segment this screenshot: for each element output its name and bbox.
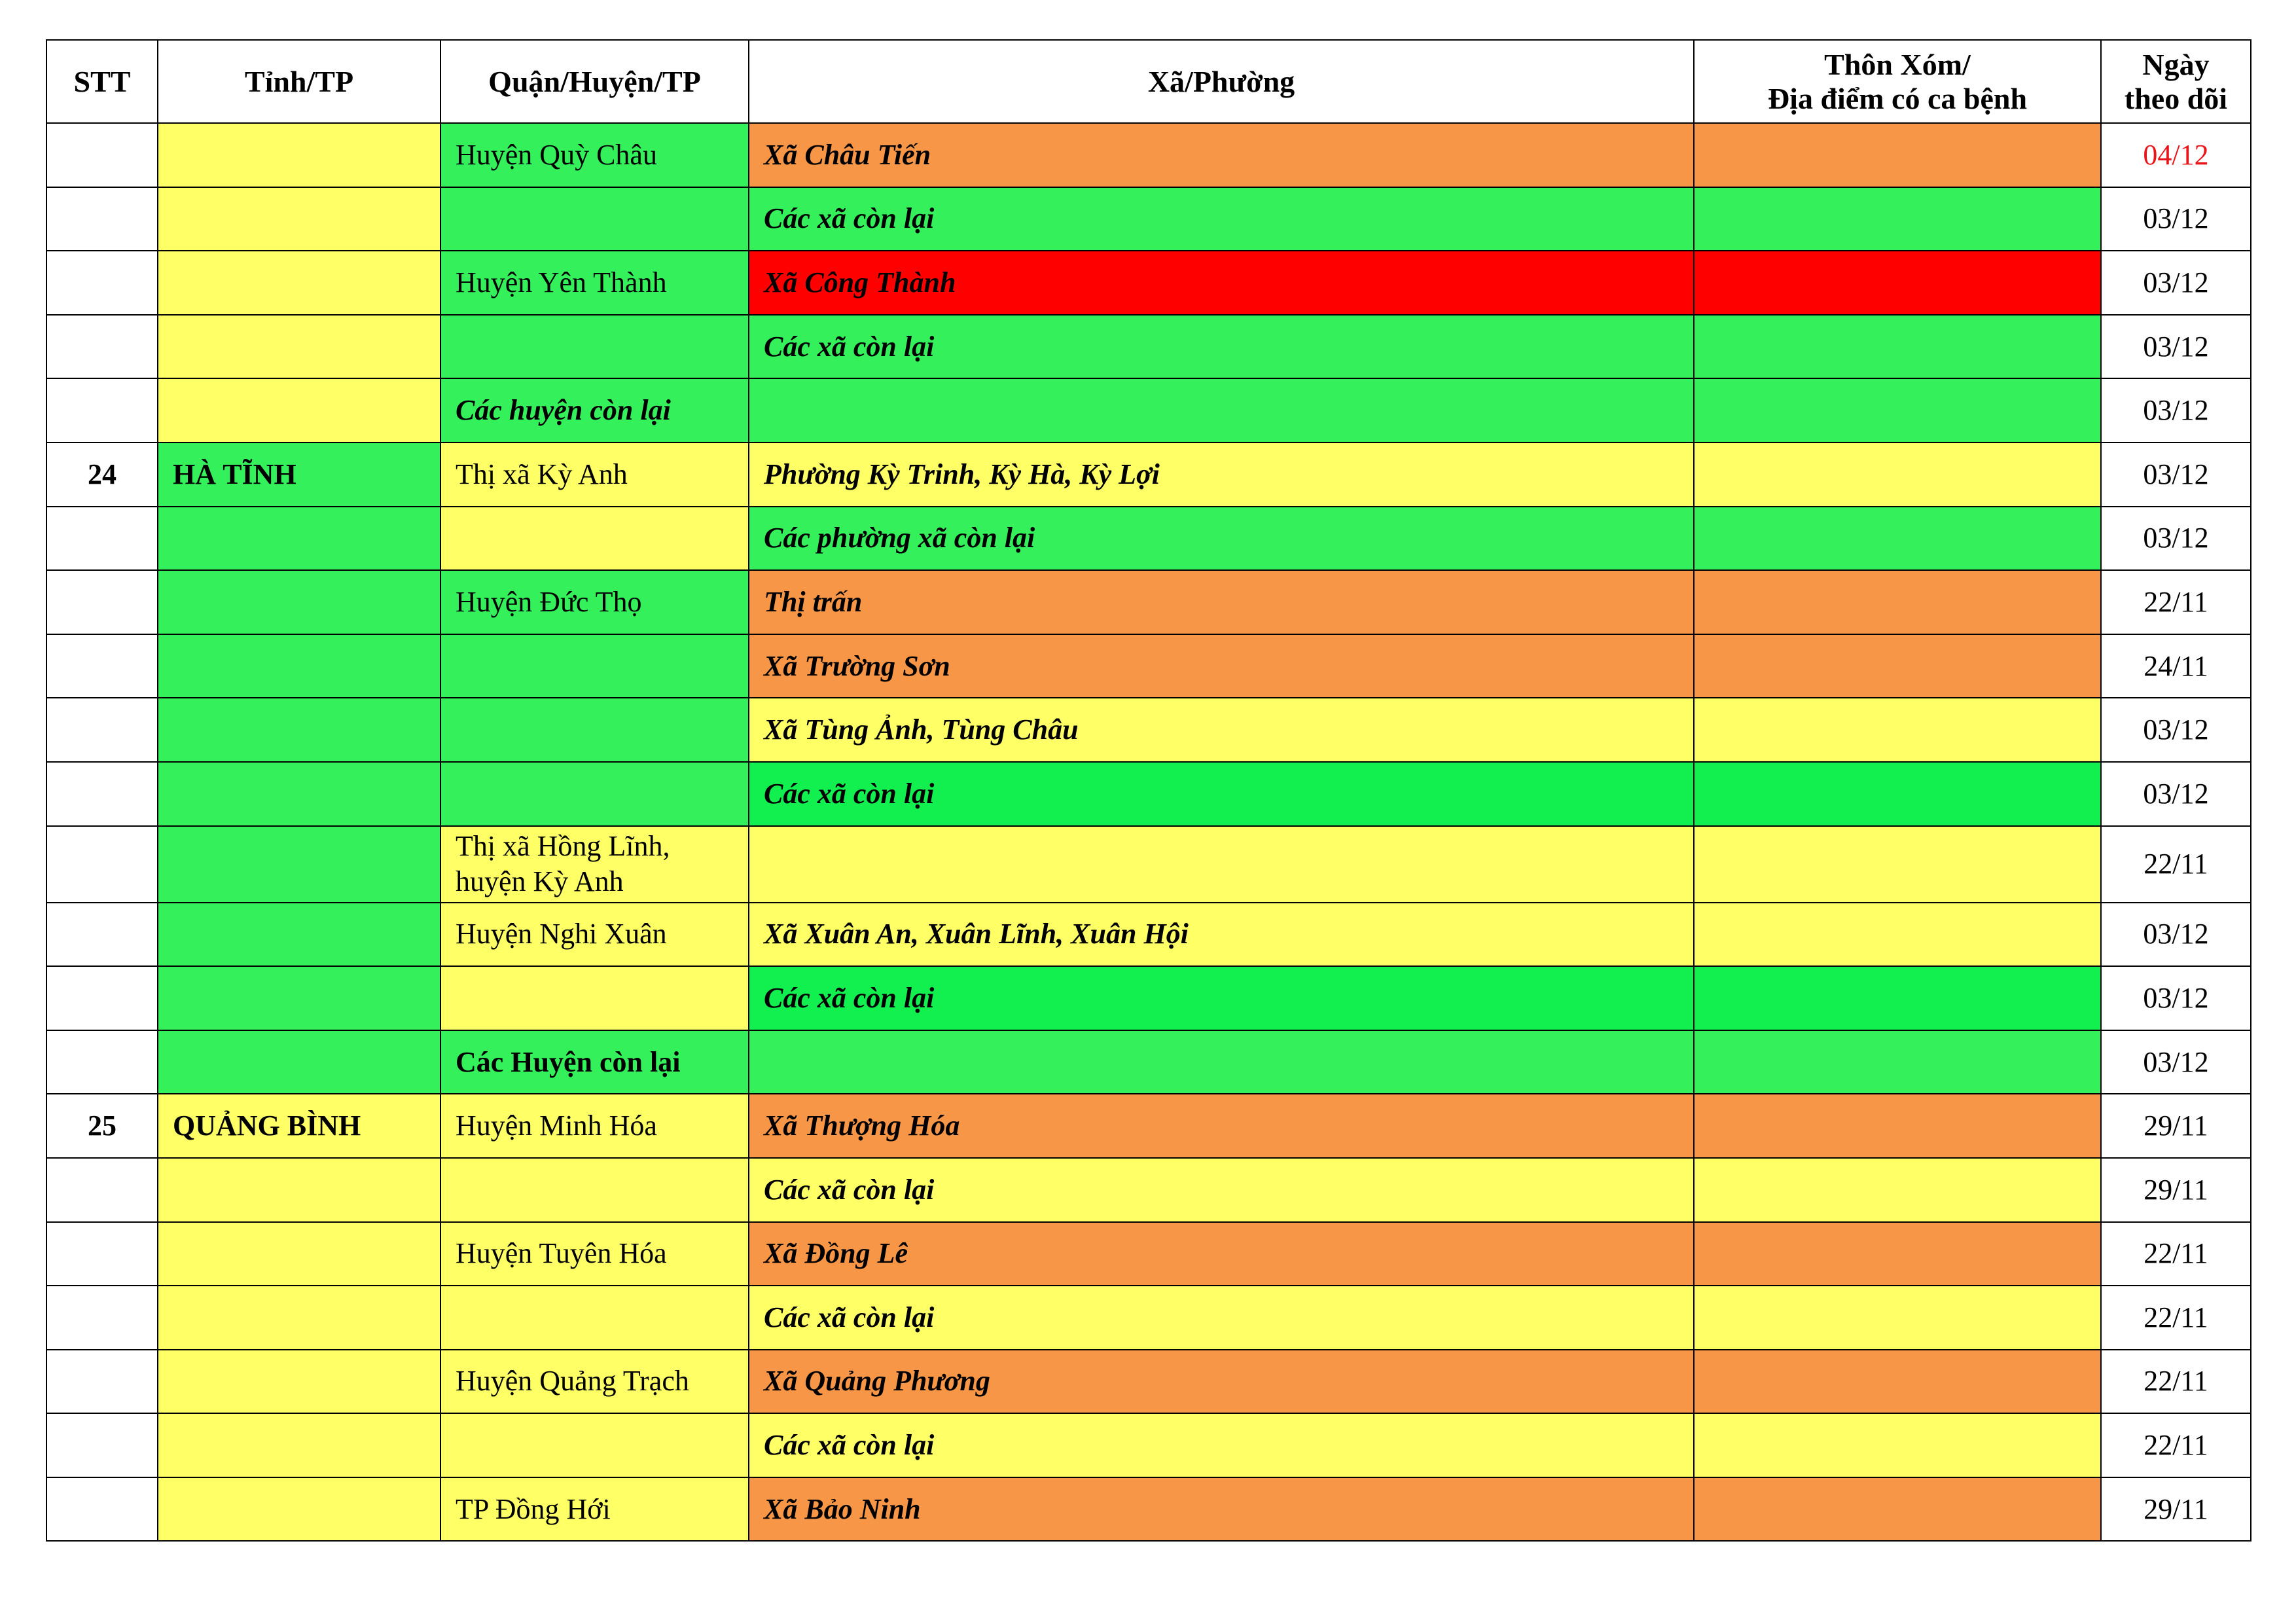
- table-row: [46, 1286, 2251, 1350]
- table-row: [46, 507, 2251, 571]
- date-cell: 24/11: [2101, 634, 2251, 698]
- hamlet-cell: [1694, 1286, 2101, 1350]
- header-province: Tỉnh/TP: [158, 40, 440, 123]
- stt-cell: [46, 903, 158, 967]
- date-cell: 03/12: [2101, 315, 2251, 379]
- district-cell: [440, 507, 749, 571]
- district-cell: Huyện Nghi Xuân: [440, 903, 749, 967]
- date-cell: 03/12: [2101, 442, 2251, 507]
- district-cell: Huyện Quảng Trạch: [440, 1350, 749, 1414]
- commune-cell: Thị trấn: [749, 570, 1694, 634]
- hamlet-cell: [1694, 1158, 2101, 1222]
- date-cell: 22/11: [2101, 1350, 2251, 1414]
- hamlet-cell: [1694, 698, 2101, 762]
- table-row: [46, 187, 2251, 251]
- table-row: [46, 1030, 2251, 1094]
- commune-cell: Các xã còn lại: [749, 966, 1694, 1030]
- header-stt: STT: [46, 40, 158, 123]
- table-row: [46, 634, 2251, 698]
- district-cell: Thị xã Hồng Lĩnh, huyện Kỳ Anh: [440, 826, 749, 903]
- province-cell: [158, 1350, 440, 1414]
- commune-cell: Xã Tùng Ảnh, Tùng Châu: [749, 698, 1694, 762]
- district-cell: Huyện Quỳ Châu: [440, 123, 749, 187]
- table-row: [46, 1094, 2251, 1158]
- hamlet-cell: [1694, 1413, 2101, 1477]
- date-cell: 29/11: [2101, 1158, 2251, 1222]
- stt-cell: [46, 1158, 158, 1222]
- hamlet-cell: [1694, 123, 2101, 187]
- province-cell: [158, 123, 440, 187]
- stt-cell: 24: [46, 442, 158, 507]
- province-cell: [158, 570, 440, 634]
- date-cell: 22/11: [2101, 1413, 2251, 1477]
- district-cell: [440, 698, 749, 762]
- header-hamlet-line2: Địa điểm có ca bệnh: [1767, 81, 2028, 115]
- province-cell: [158, 1222, 440, 1286]
- district-cell: Huyện Tuyên Hóa: [440, 1222, 749, 1286]
- date-cell: 03/12: [2101, 698, 2251, 762]
- table-row: [46, 1222, 2251, 1286]
- hamlet-cell: [1694, 966, 2101, 1030]
- header-commune: Xã/Phường: [749, 40, 1694, 123]
- stt-cell: [46, 1413, 158, 1477]
- province-cell: [158, 762, 440, 826]
- province-cell: [158, 1158, 440, 1222]
- province-cell: [158, 903, 440, 967]
- stt-cell: 25: [46, 1094, 158, 1158]
- commune-cell: Xã Thượng Hóa: [749, 1094, 1694, 1158]
- date-cell: 04/12: [2101, 123, 2251, 187]
- hamlet-cell: [1694, 187, 2101, 251]
- stt-cell: [46, 1222, 158, 1286]
- date-cell: 03/12: [2101, 378, 2251, 442]
- province-cell: [158, 1413, 440, 1477]
- table-row: [46, 1413, 2251, 1477]
- district-cell: [440, 315, 749, 379]
- province-cell: [158, 1030, 440, 1094]
- table-row: [46, 966, 2251, 1030]
- commune-cell: Xã Đồng Lê: [749, 1222, 1694, 1286]
- province-cell: HÀ TĨNH: [158, 442, 440, 507]
- hamlet-cell: [1694, 251, 2101, 315]
- stt-cell: [46, 1286, 158, 1350]
- date-cell: 03/12: [2101, 966, 2251, 1030]
- date-cell: 03/12: [2101, 187, 2251, 251]
- district-cell: [440, 1286, 749, 1350]
- stt-cell: [46, 507, 158, 571]
- table-row: [46, 826, 2251, 903]
- commune-cell: Các xã còn lại: [749, 762, 1694, 826]
- province-cell: [158, 507, 440, 571]
- district-cell: [440, 634, 749, 698]
- table-row: [46, 1350, 2251, 1414]
- header-hamlet-line1: Thôn Xóm/: [1824, 47, 1971, 81]
- date-cell: 03/12: [2101, 507, 2251, 571]
- table-body: [46, 123, 2251, 1541]
- province-cell: [158, 1286, 440, 1350]
- province-cell: QUẢNG BÌNH: [158, 1094, 440, 1158]
- hamlet-cell: [1694, 903, 2101, 967]
- stt-cell: [46, 378, 158, 442]
- district-cell: Huyện Minh Hóa: [440, 1094, 749, 1158]
- province-cell: [158, 634, 440, 698]
- table-row: [46, 123, 2251, 187]
- commune-cell: [749, 378, 1694, 442]
- header-date: [2101, 40, 2251, 123]
- header-district: Quận/Huyện/TP: [440, 40, 749, 123]
- hamlet-cell: [1694, 634, 2101, 698]
- stt-cell: [46, 826, 158, 903]
- date-cell: 03/12: [2101, 1030, 2251, 1094]
- district-cell: Huyện Đức Thọ: [440, 570, 749, 634]
- header-date-line1: Ngày: [2142, 47, 2210, 81]
- table-row: [46, 762, 2251, 826]
- commune-cell: Xã Quảng Phương: [749, 1350, 1694, 1414]
- district-cell: Thị xã Kỳ Anh: [440, 442, 749, 507]
- district-cell: Các Huyện còn lại: [440, 1030, 749, 1094]
- stt-cell: [46, 698, 158, 762]
- date-cell: 03/12: [2101, 903, 2251, 967]
- table-row: [46, 251, 2251, 315]
- province-cell: [158, 966, 440, 1030]
- date-cell: 03/12: [2101, 762, 2251, 826]
- commune-cell: Các phường xã còn lại: [749, 507, 1694, 571]
- date-cell: 03/12: [2101, 251, 2251, 315]
- date-cell: 29/11: [2101, 1477, 2251, 1542]
- hamlet-cell: [1694, 315, 2101, 379]
- stt-cell: [46, 315, 158, 379]
- district-cell: Huyện Yên Thành: [440, 251, 749, 315]
- province-cell: [158, 378, 440, 442]
- stt-cell: [46, 570, 158, 634]
- commune-cell: Xã Xuân An, Xuân Lĩnh, Xuân Hội: [749, 903, 1694, 967]
- stt-cell: [46, 966, 158, 1030]
- date-cell: 22/11: [2101, 570, 2251, 634]
- hamlet-cell: [1694, 1477, 2101, 1542]
- stt-cell: [46, 251, 158, 315]
- commune-cell: Các xã còn lại: [749, 1413, 1694, 1477]
- hamlet-cell: [1694, 1222, 2101, 1286]
- hamlet-cell: [1694, 1030, 2101, 1094]
- province-cell: [158, 251, 440, 315]
- date-cell: 22/11: [2101, 1222, 2251, 1286]
- commune-cell: [749, 1030, 1694, 1094]
- district-cell: [440, 762, 749, 826]
- commune-cell: Các xã còn lại: [749, 1158, 1694, 1222]
- stt-cell: [46, 762, 158, 826]
- table-row: [46, 1477, 2251, 1542]
- stt-cell: [46, 123, 158, 187]
- commune-cell: Xã Trường Sơn: [749, 634, 1694, 698]
- header-date-line2: theo dõi: [2124, 81, 2228, 115]
- commune-cell: Các xã còn lại: [749, 187, 1694, 251]
- commune-cell: Phường Kỳ Trinh, Kỳ Hà, Kỳ Lợi: [749, 442, 1694, 507]
- table-row: [46, 1158, 2251, 1222]
- table-row: [46, 315, 2251, 379]
- district-cell: Các huyện còn lại: [440, 378, 749, 442]
- province-cell: [158, 187, 440, 251]
- header-hamlet: [1694, 40, 2101, 123]
- hamlet-cell: [1694, 507, 2101, 571]
- hamlet-cell: [1694, 378, 2101, 442]
- header-row: [46, 40, 2251, 123]
- date-cell: 29/11: [2101, 1094, 2251, 1158]
- district-cell: TP Đồng Hới: [440, 1477, 749, 1542]
- commune-cell: Các xã còn lại: [749, 315, 1694, 379]
- district-cell: [440, 187, 749, 251]
- table-row: [46, 570, 2251, 634]
- hamlet-cell: [1694, 570, 2101, 634]
- commune-cell: [749, 826, 1694, 903]
- province-cell: [158, 315, 440, 379]
- commune-cell: Xã Châu Tiến: [749, 123, 1694, 187]
- province-cell: [158, 826, 440, 903]
- province-cell: [158, 1477, 440, 1542]
- stt-cell: [46, 1030, 158, 1094]
- table-row: [46, 442, 2251, 507]
- stt-cell: [46, 1477, 158, 1542]
- commune-cell: Xã Công Thành: [749, 251, 1694, 315]
- hamlet-cell: [1694, 826, 2101, 903]
- commune-cell: Các xã còn lại: [749, 1286, 1694, 1350]
- hamlet-cell: [1694, 762, 2101, 826]
- district-cell: [440, 1413, 749, 1477]
- date-cell: 22/11: [2101, 826, 2251, 903]
- stt-cell: [46, 1350, 158, 1414]
- hamlet-cell: [1694, 442, 2101, 507]
- hamlet-cell: [1694, 1094, 2101, 1158]
- table-row: [46, 378, 2251, 442]
- table-row: [46, 698, 2251, 762]
- stt-cell: [46, 187, 158, 251]
- province-cell: [158, 698, 440, 762]
- covid-risk-table: [46, 39, 2251, 1542]
- table-row: [46, 903, 2251, 967]
- commune-cell: Xã Bảo Ninh: [749, 1477, 1694, 1542]
- district-cell: [440, 1158, 749, 1222]
- district-cell: [440, 966, 749, 1030]
- hamlet-cell: [1694, 1350, 2101, 1414]
- date-cell: 22/11: [2101, 1286, 2251, 1350]
- stt-cell: [46, 634, 158, 698]
